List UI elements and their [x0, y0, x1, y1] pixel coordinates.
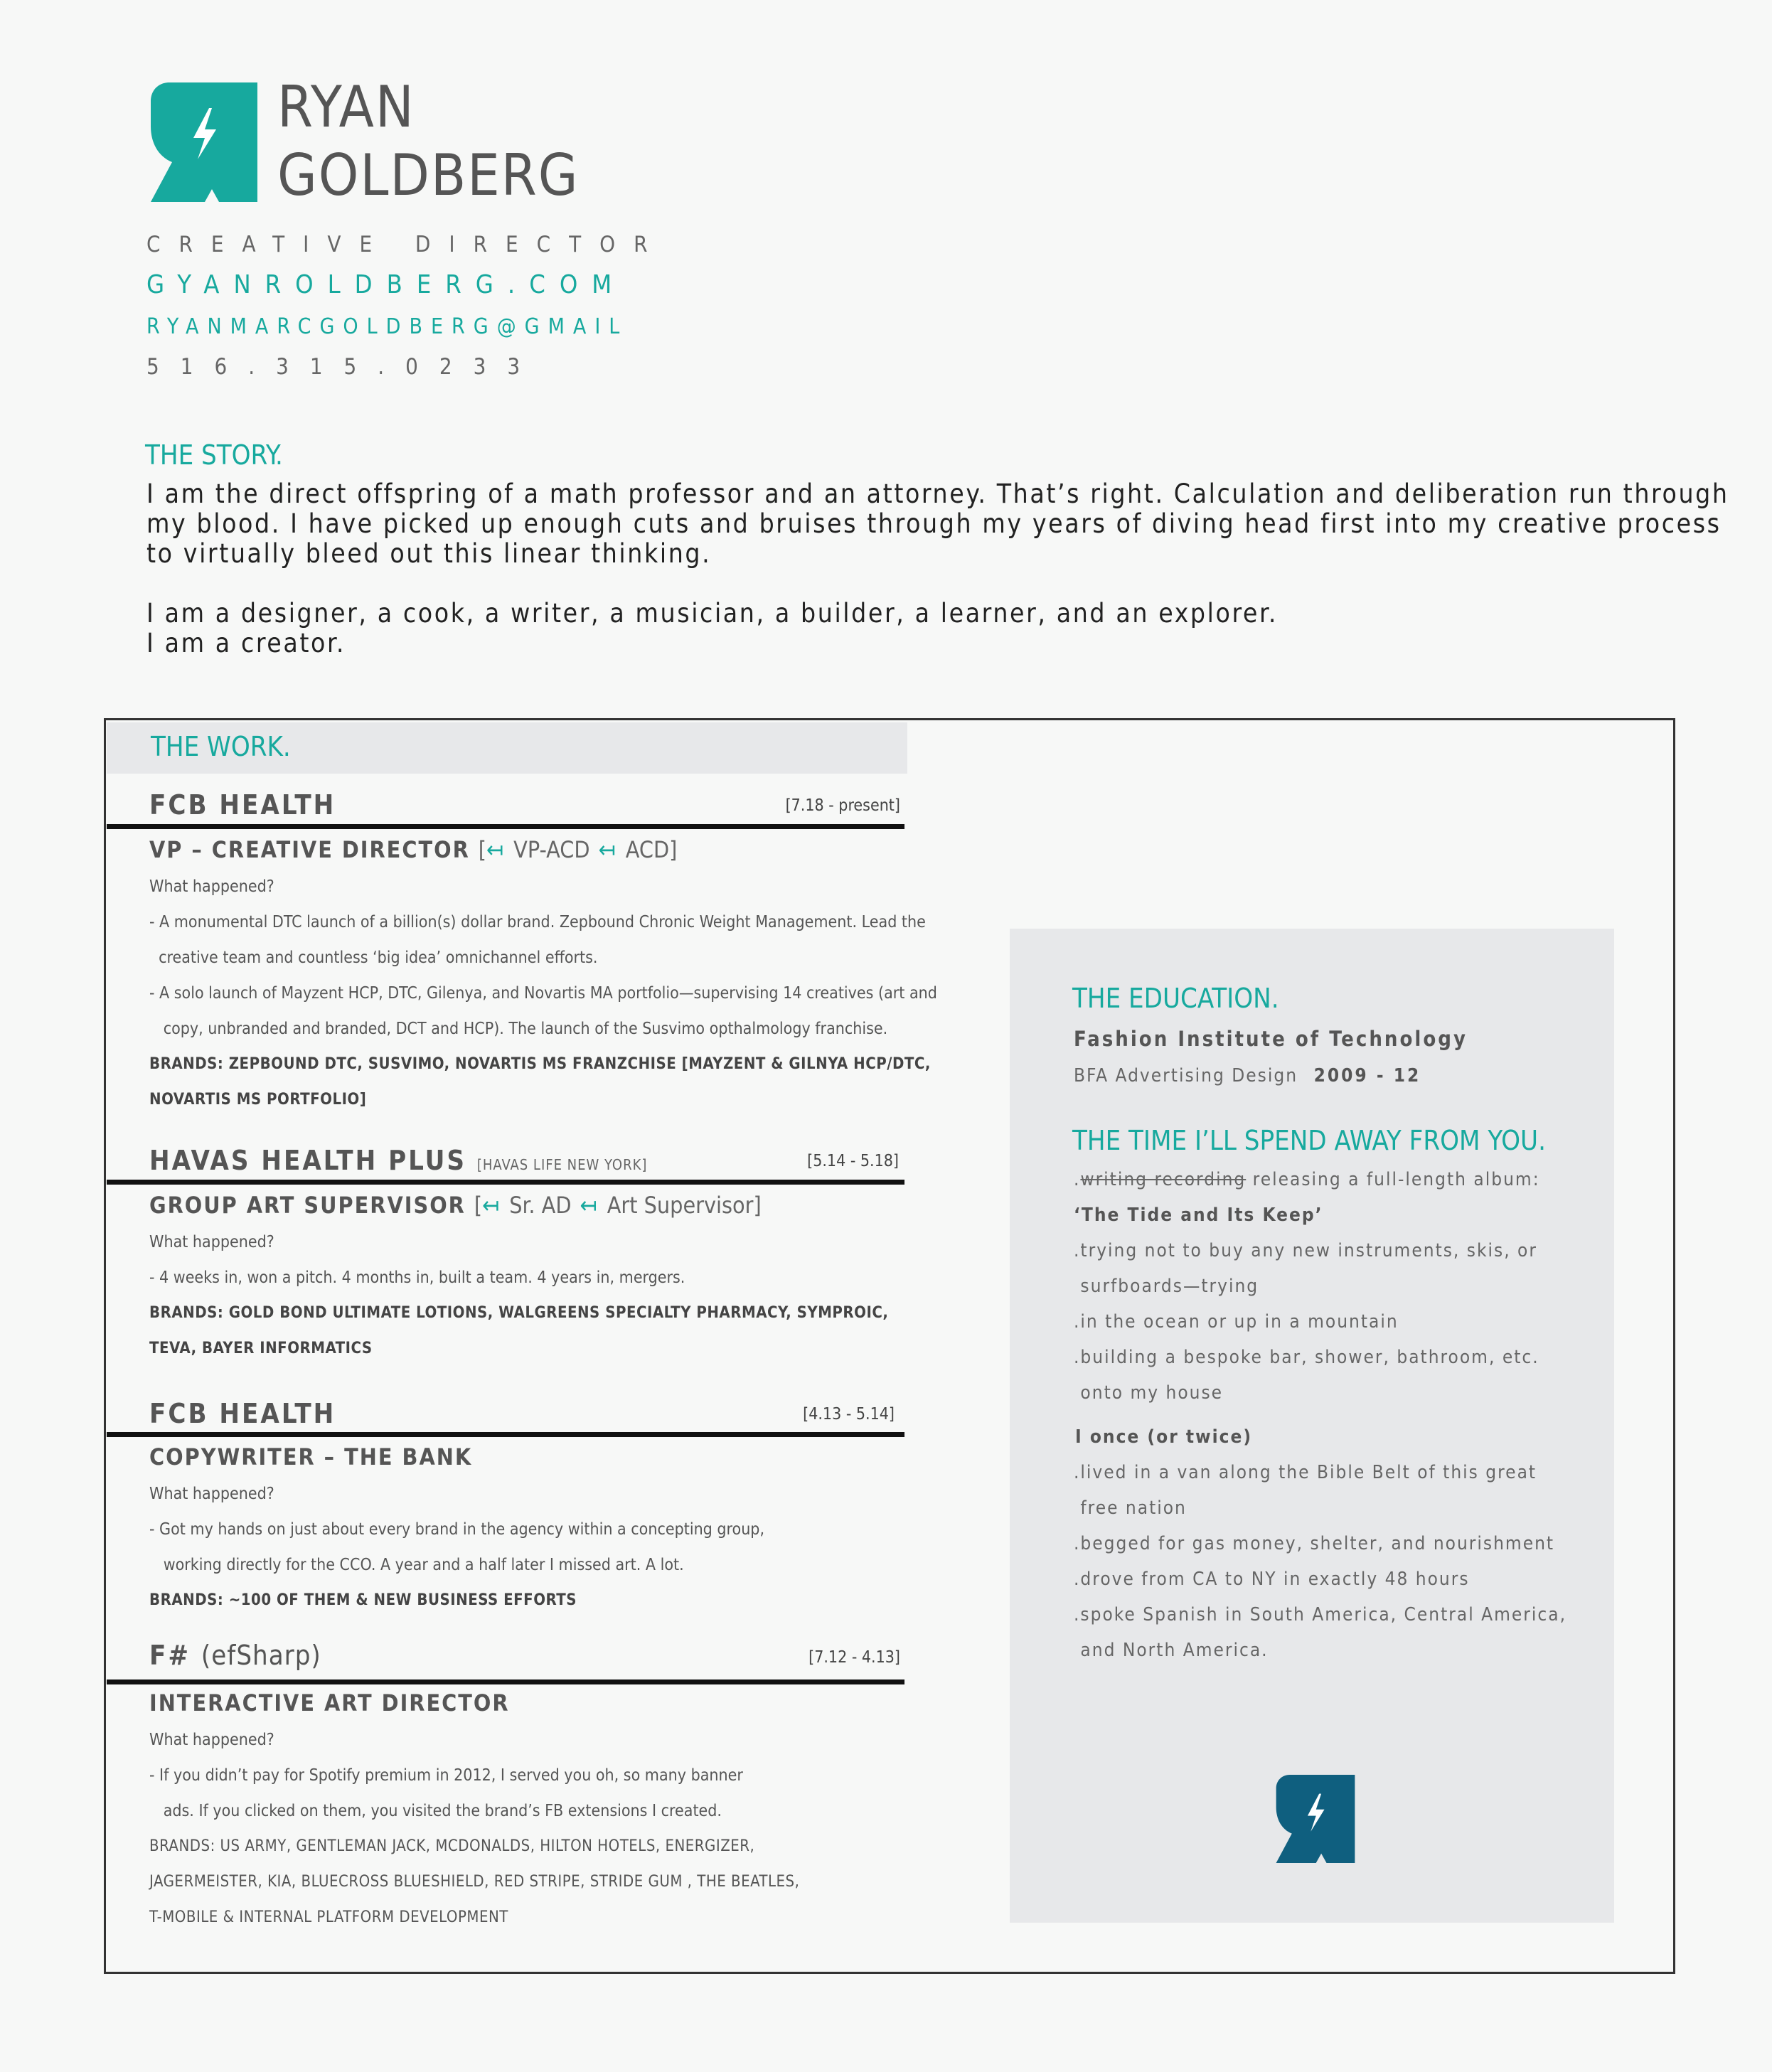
phone-number: 516.315.0233 [146, 354, 542, 380]
section-rule [107, 824, 904, 829]
company-subtitle: [HAVAS LIFE NEW YORK] [476, 1156, 648, 1173]
previous-role: Sr. AD [509, 1192, 572, 1219]
album-line [1074, 1169, 1540, 1190]
job-role: INTERACTIVE ART DIRECTOR [149, 1689, 510, 1716]
section-rule [107, 1432, 904, 1437]
away-heading: THE TIME I’LL SPEND AWAY FROM YOU. [1072, 1125, 1546, 1156]
job-detail: copy, unbranded and branded, DCT and HCP). The launch of the Susvimo opthalmology franchise. [149, 1020, 888, 1038]
album-rest: releasing a full-length album: [1246, 1169, 1540, 1190]
company-title: HAVAS HEALTH PLUS [149, 1145, 466, 1176]
away-item: .begged for gas money, shelter, and nourishment [1074, 1533, 1555, 1554]
job-dates: [7.12 - 4.13] [808, 1648, 900, 1667]
work-heading: THE WORK. [151, 731, 291, 762]
job-detail: ads. If you clicked on them, you visited the brand’s FB extensions I created. [149, 1802, 722, 1820]
job-detail: creative team and countless ‘big idea’ omnichannel efforts. [149, 949, 598, 967]
job-title: CREATIVE DIRECTOR [146, 232, 666, 257]
what-happened-label: What happened? [149, 1731, 274, 1749]
section-rule [107, 1680, 904, 1684]
job-detail: - If you didn’t pay for Spotify premium in 2012, I served you oh, so many banner [149, 1766, 743, 1785]
what-happened-label: What happened? [149, 1233, 274, 1251]
last-name: GOLDBERG [277, 142, 580, 208]
brands-line: BRANDS: ZEPBOUND DTC, SUSVIMO, NOVARTIS MS FRANZCHISE [MAYZENT & GILNYA HCP/DTC, [149, 1055, 931, 1073]
brands-line: BRANDS: ~100 OF THEM & NEW BUSINESS EFFORTS [149, 1591, 577, 1609]
away-item: .trying not to buy any new instruments, skis, or [1074, 1240, 1537, 1261]
role-title: VP – CREATIVE DIRECTOR [149, 836, 470, 863]
logo-icon [151, 82, 257, 202]
story-line: I am a creator. [146, 628, 346, 658]
left-arrow-icon: ↤ [580, 1192, 599, 1219]
job-detail: - 4 weeks in, won a pitch. 4 months in, built a team. 4 years in, mergers. [149, 1269, 685, 1287]
album-title: ‘The Tide and Its Keep’ [1074, 1205, 1323, 1226]
album-prefix: . [1074, 1169, 1081, 1190]
brands-line: JAGERMEISTER, KIA, BLUECROSS BLUESHIELD, RED STRIPE, STRIDE GUM , THE BEATLES, [149, 1873, 800, 1891]
job-detail: working directly for the CCO. A year and a half later I missed art. A lot. [149, 1556, 684, 1574]
left-arrow-icon: ↤ [486, 836, 506, 863]
job-dates: [5.14 - 5.18] [807, 1152, 899, 1170]
previous-role: Art Supervisor] [607, 1192, 762, 1219]
education-heading: THE EDUCATION. [1072, 983, 1279, 1014]
years: 2009 - 12 [1313, 1065, 1421, 1086]
away-item: onto my house [1074, 1382, 1224, 1404]
what-happened-label: What happened? [149, 1485, 274, 1503]
brands-line: T-MOBILE & INTERNAL PLATFORM DEVELOPMENT [149, 1908, 508, 1926]
company-name [149, 1145, 647, 1176]
company-name: FCB HEALTH [149, 1398, 336, 1429]
previous-role: VP-ACD [513, 836, 590, 863]
what-happened-label: What happened? [149, 877, 274, 896]
job-role [149, 836, 677, 863]
email-link[interactable]: RYANMARCGOLDBERG@GMAIL [146, 314, 629, 339]
role-title: GROUP ART SUPERVISOR [149, 1192, 466, 1219]
company-subtitle: (efSharp) [201, 1640, 321, 1671]
previous-role: ACD] [625, 836, 678, 863]
website-link[interactable]: GYANROLDBERG.COM [146, 270, 626, 299]
story-line: my blood. I have picked up enough cuts and bruises through my years of diving head first into my creative process [146, 508, 1722, 539]
away-subheading: I once (or twice) [1075, 1426, 1253, 1448]
away-item: .lived in a van along the Bible Belt of this great [1074, 1462, 1537, 1483]
degree: BFA Advertising Design [1074, 1065, 1298, 1086]
away-item: free nation [1074, 1497, 1187, 1519]
away-item: .spoke Spanish in South America, Central America, [1074, 1604, 1567, 1625]
away-item: .drove from CA to NY in exactly 48 hours [1074, 1569, 1470, 1590]
section-rule [107, 1180, 904, 1185]
company-name [149, 1640, 321, 1671]
job-role [149, 1192, 762, 1219]
story-line: to virtually bleed out this linear thinking. [146, 538, 712, 569]
company-name: FCB HEALTH [149, 789, 336, 821]
brands-line: TEVA, BAYER INFORMATICS [149, 1340, 373, 1357]
away-item: and North America. [1074, 1640, 1269, 1661]
degree-line [1074, 1065, 1421, 1086]
logo-small-icon [1276, 1775, 1355, 1863]
job-detail: - A solo launch of Mayzent HCP, DTC, Gilenya, and Novartis MA portfolio—supervising 14 creatives (art and [149, 984, 937, 1003]
away-item: .in the ocean or up in a mountain [1074, 1311, 1399, 1333]
job-dates: [7.18 - present] [785, 796, 900, 815]
left-arrow-icon: ↤ [598, 836, 617, 863]
role-bracket: [ [478, 836, 486, 863]
story-heading: THE STORY. [145, 439, 283, 471]
brands-line: NOVARTIS MS PORTFOLIO] [149, 1091, 367, 1109]
away-item: surfboards—trying [1074, 1276, 1259, 1297]
album-struck: writing recording [1080, 1169, 1247, 1190]
brands-line: BRANDS: US ARMY, GENTLEMAN JACK, MCDONALDS, HILTON HOTELS, ENERGIZER, [149, 1837, 755, 1855]
job-detail: - A monumental DTC launch of a billion(s) dollar brand. Zepbound Chronic Weight Management. Lead the [149, 913, 926, 931]
left-arrow-icon: ↤ [482, 1192, 501, 1219]
story-line: I am a designer, a cook, a writer, a musician, a builder, a learner, and an explorer. [146, 598, 1279, 629]
away-item: .building a bespoke bar, shower, bathroom, etc. [1074, 1347, 1539, 1368]
company-title: F# [149, 1640, 191, 1671]
story-line: I am the direct offspring of a math professor and an attorney. That’s right. Calculation and deliberation run through [146, 479, 1729, 509]
brands-line: BRANDS: GOLD BOND ULTIMATE LOTIONS, WALGREENS SPECIALTY PHARMACY, SYMPROIC, [149, 1304, 889, 1322]
school-name: Fashion Institute of Technology [1074, 1027, 1468, 1051]
job-detail: - Got my hands on just about every brand in the agency within a concepting group, [149, 1520, 765, 1539]
job-role: COPYWRITER – THE BANK [149, 1443, 473, 1470]
job-dates: [4.13 - 5.14] [803, 1405, 895, 1424]
role-bracket: [ [474, 1192, 483, 1219]
first-name: RYAN [277, 74, 415, 140]
